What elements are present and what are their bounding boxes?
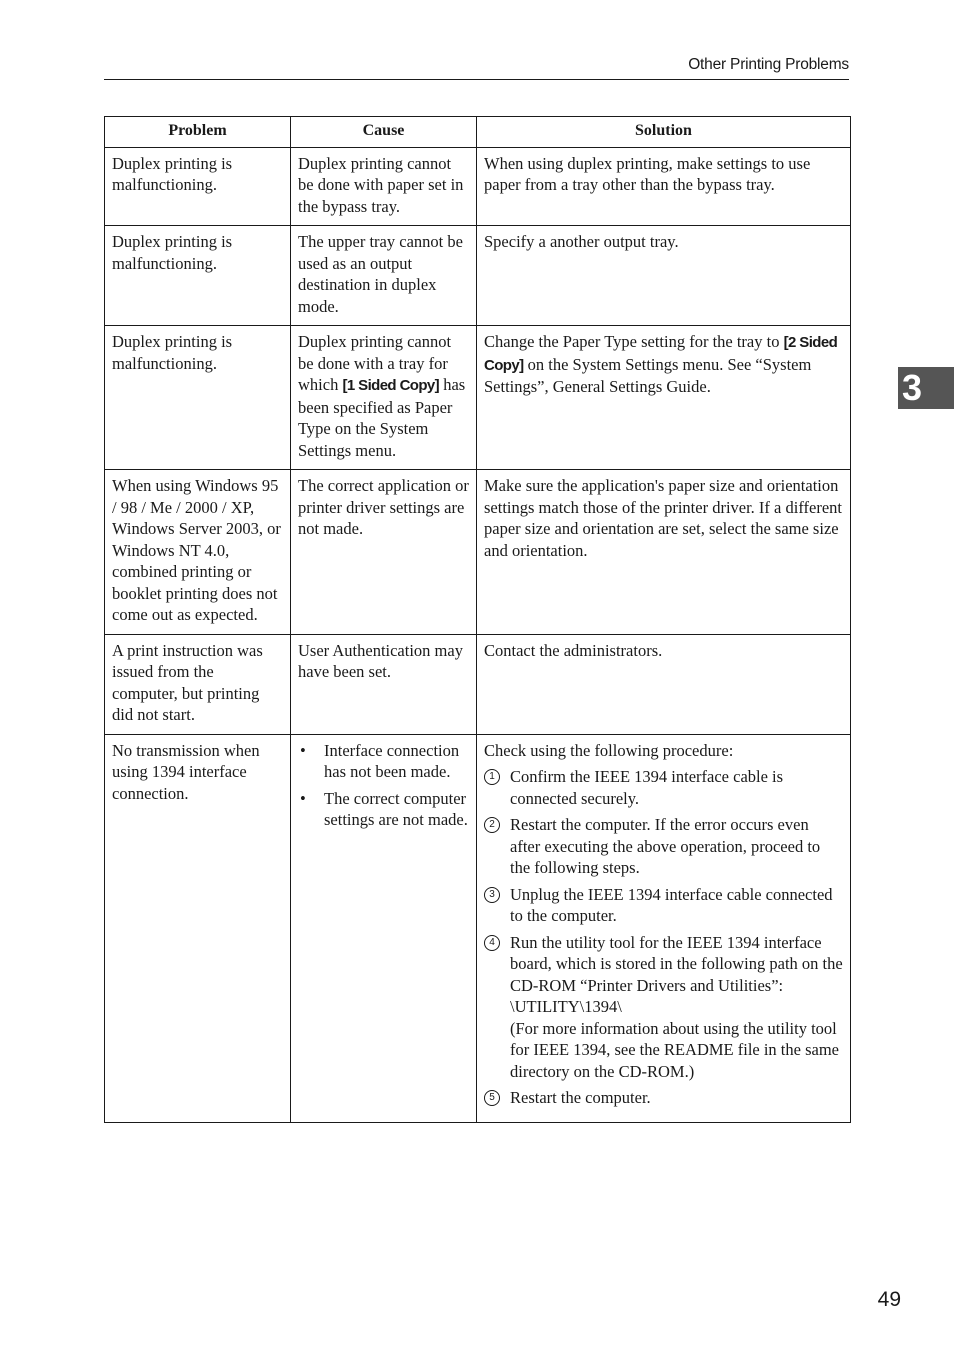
solution-cell: Contact the administrators. <box>477 634 851 734</box>
procedure-steps <box>484 766 843 1109</box>
cause-cell: User Authentication may have been set. <box>291 634 477 734</box>
table-header-row <box>105 117 851 148</box>
cause-text: Duplex printing cannot be done with a tray for which <box>298 332 452 394</box>
running-header: Other Printing Problems <box>688 56 849 73</box>
utility-path: \UTILITY\1394\ <box>510 997 622 1016</box>
header-rule <box>104 79 849 80</box>
procedure-step <box>484 884 843 927</box>
problem-cell: A print instruction was issued from the computer, but printing did not start. <box>105 634 291 734</box>
page-number: 49 <box>877 1288 901 1311</box>
column-header-problem: Problem <box>105 117 291 148</box>
table-row <box>105 634 851 734</box>
circled-number-icon: 3 <box>484 887 500 903</box>
problem-cell: When using Windows 95 / 98 / Me / 2000 / XP, Windows Server 2003, or Windows NT 4.0, combined printing or booklet printing does not come out as expected. <box>105 470 291 635</box>
bullet-item: • The correct computer settings are not made. <box>298 788 469 831</box>
circled-number-icon: 2 <box>484 817 500 833</box>
circled-number-icon: 4 <box>484 935 500 951</box>
step-text: Restart the computer. If the error occurs even after executing the above operation, proceed to the following steps. <box>510 815 821 877</box>
cause-cell: The upper tray cannot be used as an output destination in duplex mode. <box>291 226 477 326</box>
solution-cell: Specify a another output tray. <box>477 226 851 326</box>
solution-cell <box>477 326 851 470</box>
step-text: Unplug the IEEE 1394 interface cable connected to the computer. <box>510 884 833 925</box>
cause-cell <box>291 326 477 470</box>
setting-keyword: [1 Sided Copy] <box>342 377 440 394</box>
cause-cell: The correct application or printer driver settings are not made. <box>291 470 477 635</box>
step-text: Restart the computer. <box>510 1088 651 1107</box>
bullet-item: • Interface connection has not been made. <box>298 740 469 783</box>
procedure-step <box>484 766 843 809</box>
procedure-intro: Check using the following procedure: <box>484 740 734 760</box>
circled-number-icon: 1 <box>484 769 500 785</box>
solution-cell: Make sure the application's paper size and orientation settings match those of the printer driver. If a different paper size and orientation are set, select the same size and orientation. <box>477 470 851 635</box>
step-note: (For more information about using the utility tool for IEEE 1394, see the README file in the same directory on the CD-ROM.) <box>510 1018 839 1081</box>
cause-cell: Duplex printing cannot be done with paper set in the bypass tray. <box>291 147 477 226</box>
table-row <box>105 147 851 226</box>
table-row <box>105 226 851 326</box>
procedure-step <box>484 932 843 1083</box>
column-header-cause: Cause <box>291 117 477 148</box>
problem-cell: Duplex printing is malfunctioning. <box>105 147 291 226</box>
solution-text: on the System Settings menu. See “System Settings”, General Settings Guide. <box>484 354 812 396</box>
setting-keyword: [2 Sided Copy] <box>484 334 838 374</box>
problem-cell: No transmission when using 1394 interface connection. <box>105 734 291 1122</box>
procedure-step <box>484 1087 843 1109</box>
step-text: Run the utility tool for the IEEE 1394 interface board, which is stored in the following path on the CD-ROM “Printer Drivers and Utilities”: <box>510 932 843 995</box>
table-row <box>105 470 851 635</box>
table-row <box>105 326 851 470</box>
solution-text: Change the Paper Type setting for the tray to <box>484 332 784 351</box>
problem-cell: Duplex printing is malfunctioning. <box>105 326 291 470</box>
cause-cell <box>291 734 477 1122</box>
solution-cell: When using duplex printing, make settings to use paper from a tray other than the bypass tray. <box>477 147 851 226</box>
chapter-tab: 3 <box>898 367 954 409</box>
cause-bullet-list <box>298 740 469 831</box>
column-header-solution: Solution <box>477 117 851 148</box>
step-text: Confirm the IEEE 1394 interface cable is connected securely. <box>510 767 784 808</box>
troubleshooting-table <box>104 116 851 1123</box>
table-row <box>105 734 851 1122</box>
circled-number-icon: 5 <box>484 1090 500 1106</box>
cause-text: has been specified as Paper Type on the System Settings menu. <box>298 375 466 460</box>
solution-cell <box>477 734 851 1122</box>
procedure-step <box>484 814 843 879</box>
problem-cell: Duplex printing is malfunctioning. <box>105 226 291 326</box>
